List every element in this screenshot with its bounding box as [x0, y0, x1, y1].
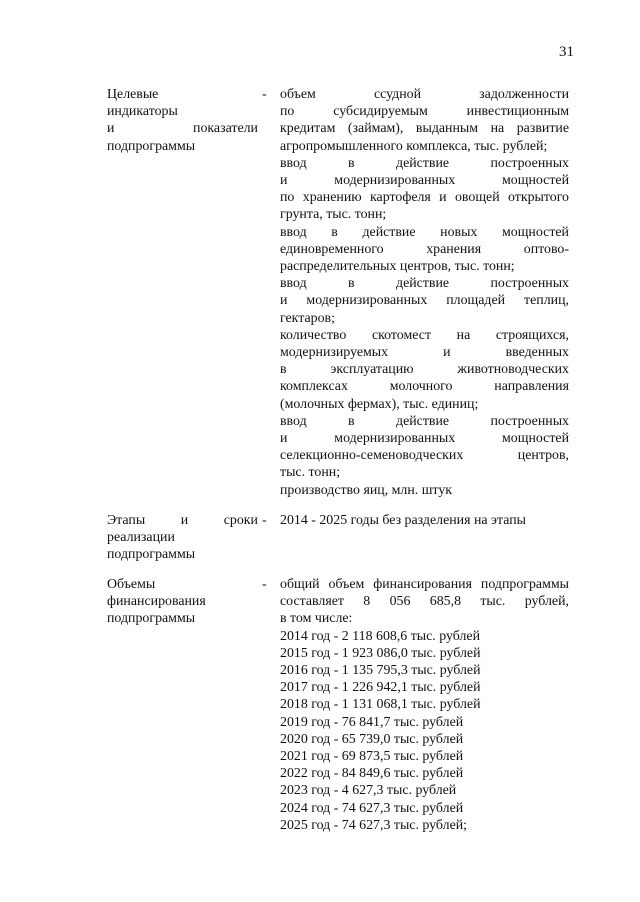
indicator-line: комплексах молочного направления: [280, 379, 569, 395]
label-line: и показатели: [107, 121, 258, 137]
indicator-line: ввод в действие построенных: [280, 155, 569, 171]
section-funding-volumes: [107, 576, 577, 834]
target-indicators-content: [272, 86, 569, 499]
indicator-line: в эксплуатацию животноводческих: [280, 362, 569, 378]
indicator-line: гектаров;: [280, 310, 335, 326]
indicator-line: модернизируемых и введенных: [280, 345, 569, 361]
label-line: финансирования: [107, 594, 206, 610]
label-line: подпрограммы: [107, 138, 196, 154]
target-indicators-row: [107, 86, 577, 499]
label-line: индикаторы: [107, 104, 178, 120]
funding-year-item: 2021 год - 69 873,5 тыс. рублей: [280, 749, 464, 765]
indicator-line: количество скотомест на строящихся,: [280, 327, 569, 343]
indicator-line: единовременного хранения оптово-: [280, 241, 569, 257]
funding-year-item: 2023 год - 4 627,3 тыс. рублей: [280, 783, 457, 799]
separator-dash: -: [262, 577, 267, 592]
separator-dash: -: [262, 513, 267, 528]
label-line: Этапы и сроки: [107, 513, 258, 528]
section-stages-terms: [107, 512, 577, 564]
indicator-line: тыс. тонн;: [280, 465, 341, 481]
stages-text: 2014 - 2025 годы без разделения на этапы: [280, 513, 526, 528]
funding-by-year-list: [280, 628, 569, 834]
funding-year-item: 2019 год - 76 841,7 тыс. рублей: [280, 714, 464, 730]
funding-year-item: 2014 год - 2 118 608,6 тыс. рублей: [280, 628, 481, 644]
label-line: подпрограммы: [107, 547, 196, 563]
stages-terms-label: [107, 512, 258, 564]
funding-year-item: 2016 год - 1 135 795,3 тыс. рублей: [280, 663, 481, 679]
indicator-line: ввод в действие новых мощностей: [280, 224, 569, 240]
page-number: 31: [559, 44, 574, 60]
stages-terms-row: [107, 512, 577, 564]
indicator-line: ввод в действие построенных: [280, 276, 569, 292]
funding-year-item: 2022 год - 84 849,6 тыс. рублей: [280, 766, 464, 782]
indicator-line: ввод в действие построенных: [280, 413, 569, 429]
indicator-line: кредитам (займам), выданным на развитие: [280, 121, 569, 137]
indicator-line: и модернизированных мощностей: [280, 431, 569, 447]
funding-year-item: 2025 год - 74 627,3 тыс. рублей;: [280, 817, 468, 833]
funding-intro-line: общий объем финансирования подпрограммы: [280, 577, 569, 592]
funding-year-item: 2020 год - 65 739,0 тыс. рублей: [280, 731, 464, 747]
stages-terms-content: [272, 512, 569, 529]
funding-year-item: 2024 год - 74 627,3 тыс. рублей: [280, 800, 464, 816]
label-line: Объемы: [107, 577, 156, 592]
indicator-line: и модернизированных площадей теплиц,: [280, 293, 569, 309]
indicator-line: грунта, тыс. тонн;: [280, 207, 387, 223]
separator-dash: -: [262, 87, 267, 102]
indicator-line: по хранению картофеля и овощей открытого: [280, 190, 569, 206]
indicator-line: селекционно-семеноводческих центров,: [280, 448, 569, 464]
label-line: подпрограммы: [107, 611, 196, 627]
label-line: реализации: [107, 530, 175, 546]
target-indicators-label: [107, 86, 258, 155]
funding-intro-line: составляет 8 056 685,8 тыс. рублей,: [280, 594, 569, 610]
indicator-line: объем ссудной задолженности: [280, 87, 569, 102]
funding-volumes-content: [272, 576, 569, 834]
indicator-line: по субсидируемым инвестиционным: [280, 104, 569, 120]
section-target-indicators: [107, 86, 577, 499]
funding-volumes-label: [107, 576, 258, 628]
funding-year-item: 2015 год - 1 923 086,0 тыс. рублей: [280, 645, 481, 661]
funding-year-item: 2018 год - 1 131 068,1 тыс. рублей: [280, 697, 481, 713]
indicator-line: агропромышленного комплекса, тыс. рублей;: [280, 138, 548, 154]
label-line: Целевые: [107, 87, 159, 102]
indicator-line: производство яиц, млн. штук: [280, 482, 453, 498]
indicator-line: и модернизированных мощностей: [280, 173, 569, 189]
funding-intro-line: в том числе:: [280, 611, 353, 627]
funding-year-item: 2017 год - 1 226 942,1 тыс. рублей: [280, 680, 481, 696]
funding-volumes-row: [107, 576, 577, 834]
indicator-line: распределительных центров, тыс. тонн;: [280, 259, 515, 275]
indicator-line: (молочных фермах), тыс. единиц;: [280, 396, 479, 412]
